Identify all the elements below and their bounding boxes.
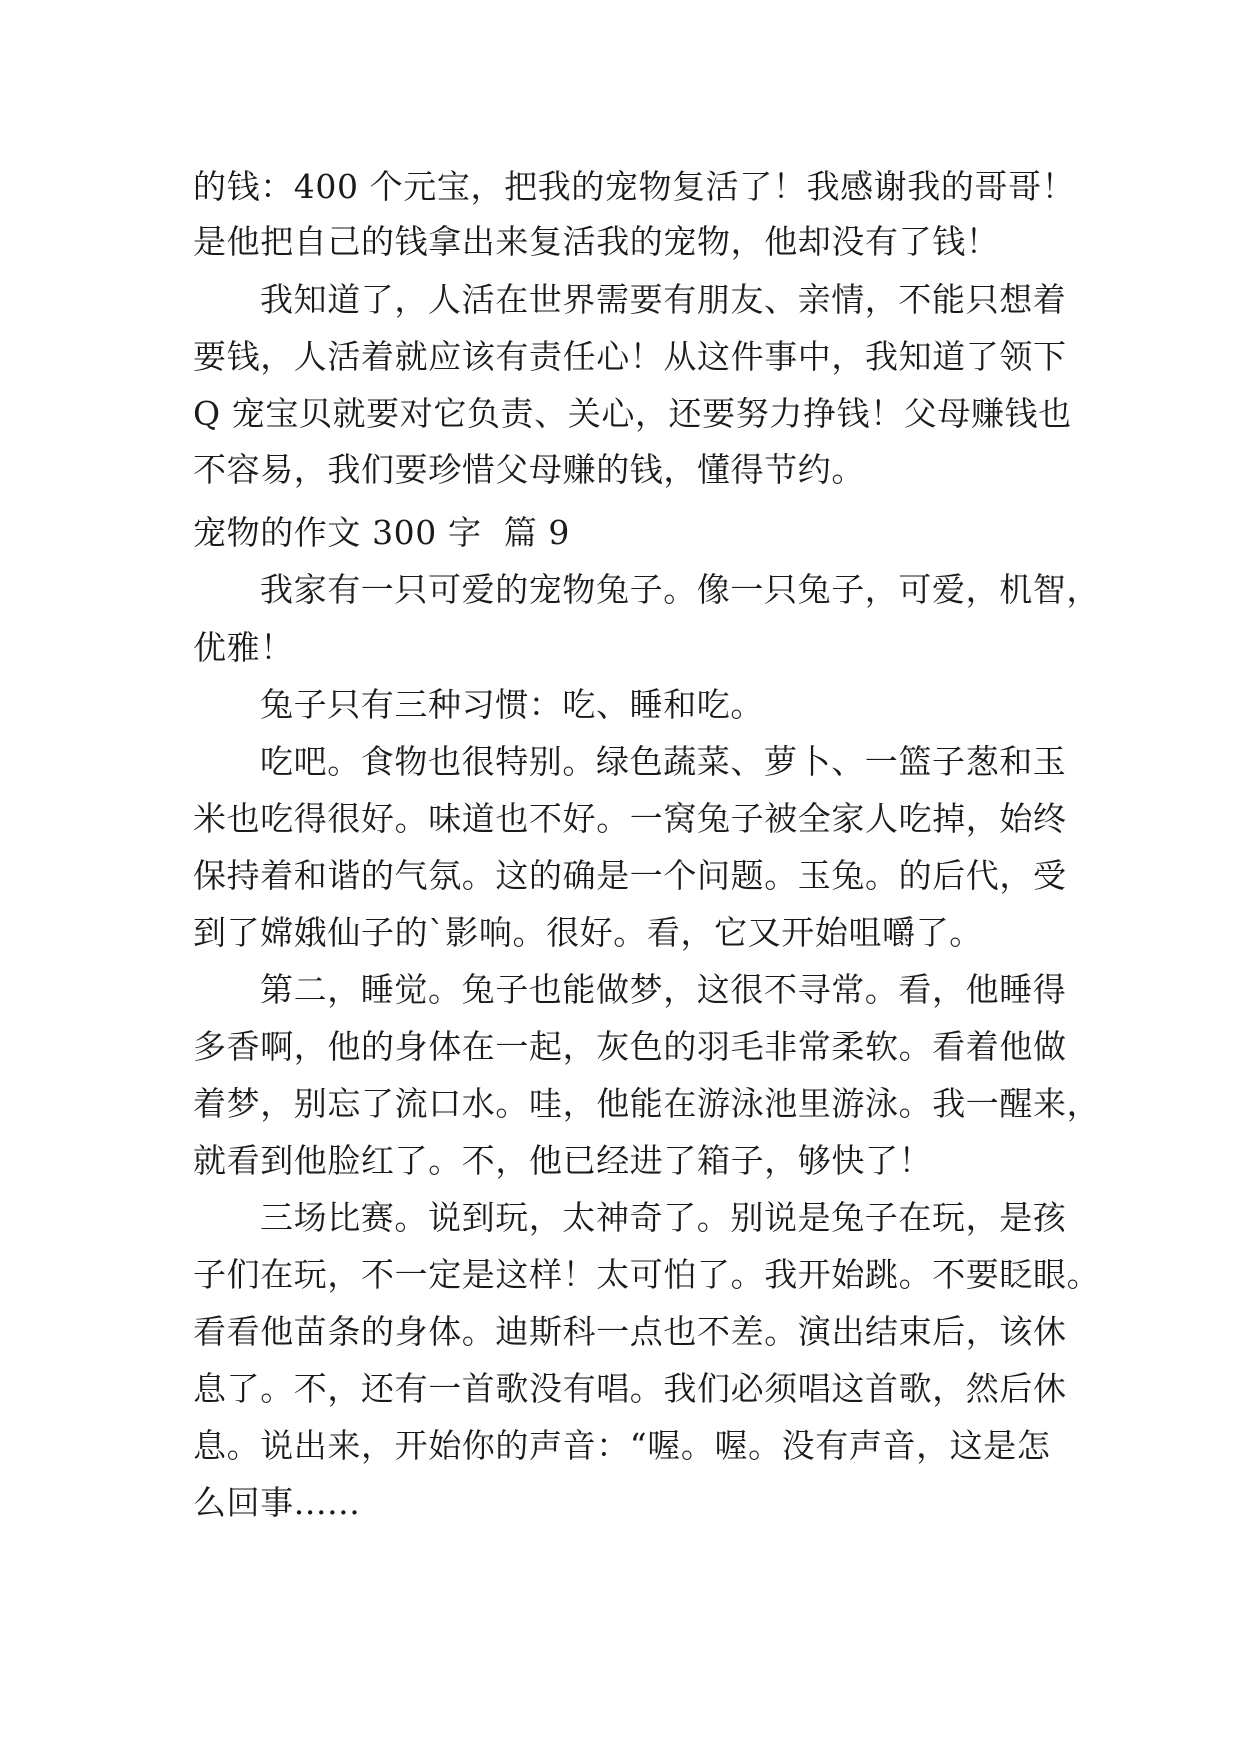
text-line: 米也吃得很好。味道也不好。一窝兔子被全家人吃掉，始终 xyxy=(193,799,1067,838)
paragraph-first-line: 我家有一只可爱的宠物兔子。像一只兔子，可爱，机智， xyxy=(260,570,1100,609)
text-line: 就看到他脸红了。不，他已经进了箱子，够快了！ xyxy=(193,1141,933,1180)
text-line: 保持着和谐的气氛。这的确是一个问题。玉兔。的后代，受 xyxy=(193,856,1067,895)
text-line: 不容易，我们要珍惜父母赚的钱，懂得节约。 xyxy=(193,450,865,489)
section-heading: 宠物的作文 300 字 篇 9 xyxy=(193,513,571,552)
text-line: 是他把自己的钱拿出来复活我的宠物，他却没有了钱！ xyxy=(193,222,1000,261)
paragraph-first-line: 吃吧。食物也很特别。绿色蔬菜、萝卜、一篮子葱和玉 xyxy=(260,742,1067,781)
text-line: 多香啊，他的身体在一起，灰色的羽毛非常柔软。看着他做 xyxy=(193,1027,1067,1066)
paragraph-first-line: 兔子只有三种习惯：吃、睡和吃。 xyxy=(260,685,764,724)
text-line: 着梦，别忘了流口水。哇，他能在游泳池里游泳。我一醒来， xyxy=(193,1084,1101,1123)
paragraph-first-line: 三场比赛。说到玩，太神奇了。别说是兔子在玩，是孩 xyxy=(260,1198,1067,1237)
text-line: Q 宠宝贝就要对它负责、关心，还要努力挣钱！父母赚钱也 xyxy=(193,394,1072,433)
text-line: 息。说出来，开始你的声音：“喔。喔。没有声音，这是怎 xyxy=(193,1426,1051,1465)
text-line: 要钱，人活着就应该有责任心！从这件事中，我知道了领下 xyxy=(193,337,1067,376)
text-line: 的钱：400 个元宝，把我的宠物复活了！我感谢我的哥哥！ xyxy=(193,167,1076,206)
paragraph-first-line: 我知道了，人活在世界需要有朋友、亲情，不能只想着 xyxy=(260,280,1067,319)
text-line: 息了。不，还有一首歌没有唱。我们必须唱这首歌，然后休 xyxy=(193,1369,1067,1408)
text-line: 到了嫦娥仙子的`影响。很好。看，它又开始咀嚼了。 xyxy=(193,913,983,952)
text-line: 么回事...... xyxy=(193,1483,361,1522)
text-line: 优雅！ xyxy=(193,628,294,667)
text-line: 看看他苗条的身体。迪斯科一点也不差。演出结束后，该休 xyxy=(193,1312,1067,1351)
text-line: 子们在玩，不一定是这样！太可怕了。我开始跳。不要眨眼。 xyxy=(193,1255,1101,1294)
paragraph-first-line: 第二，睡觉。兔子也能做梦，这很不寻常。看，他睡得 xyxy=(260,970,1067,1009)
